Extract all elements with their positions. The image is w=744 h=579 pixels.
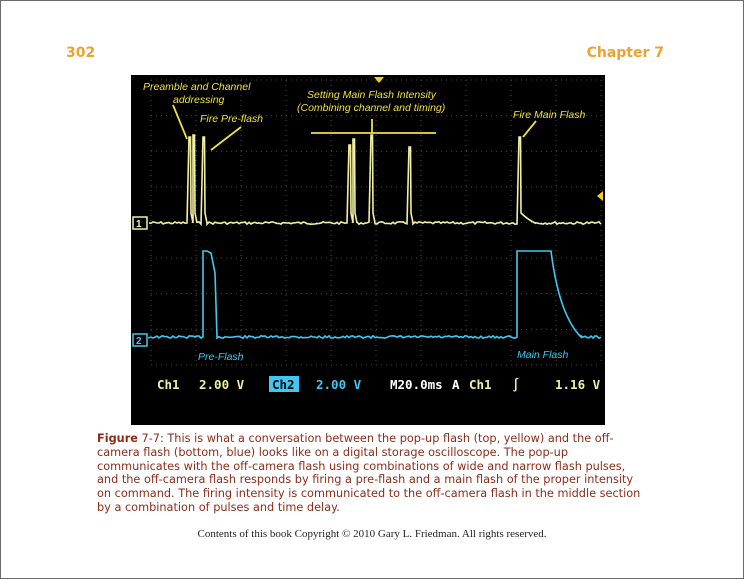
svg-text:1: 1 [136,219,142,230]
ch2-marker [133,334,147,347]
status-trigger-mode: A [452,377,460,392]
setting-label-line1: Setting Main Flash Intensity [307,89,436,101]
status-timebase: M20.0ms [390,377,443,392]
status-trigger-level: 1.16 V [555,377,601,392]
svg-text:2: 2 [136,336,142,347]
copyright-notice: Contents of this book Copyright © 2010 Gary L. Friedman. All rights reserved. [197,528,547,540]
trigger-level-marker [597,191,603,201]
chapter-title: Chapter 7 [586,45,664,61]
main-flash-pointer [523,121,536,137]
preamble-pointer [173,105,187,139]
fire-pre-flash-label: Fire Pre-flash [200,113,264,125]
status-trigger-channel: Ch1 [469,377,492,392]
setting-label-line2: (Combining channel and timing) [297,102,446,114]
ch2-trace [149,251,601,338]
ch1-marker [133,217,147,230]
figure-label: Figure [97,432,138,445]
status-ch2-volts: 2.00 V [316,377,362,392]
figure-number: 7-7: [137,432,164,445]
status-ch1-volts: 2.00 V [199,377,245,392]
preamble-label-line2: addressing [173,94,225,106]
oscilloscope-screenshot [131,75,605,425]
pre-flash-pointer [211,127,241,150]
status-ch2: Ch2 [272,377,295,392]
fire-main-flash-label: Fire Main Flash [513,109,586,121]
main-flash-label: Main Flash [517,349,569,361]
caption-text: This is what a conversation between the pop-up flash (top, yellow) and the off-camera flash (bottom, blue) looks like on a digital storage oscilloscope. The pop-up communicates with the off-camera flash using combinations of wide and narrow flash pulses, and the off-camera flash responds by firing a pre-flash and a main flash of the proper intensity on command. The firing intensity is communicated to the off-camera flash in the middle section by a combination of pulses and time delay. [97,432,641,514]
pre-flash-label: Pre-Flash [198,351,244,363]
page-number: 302 [66,45,96,61]
preamble-label-line1: Preamble and Channel [143,81,251,93]
figure-caption [97,432,645,515]
status-trigger-slope: ∫ [512,377,520,392]
status-ch1: Ch1 [157,377,180,392]
ch1-trace [149,135,601,224]
